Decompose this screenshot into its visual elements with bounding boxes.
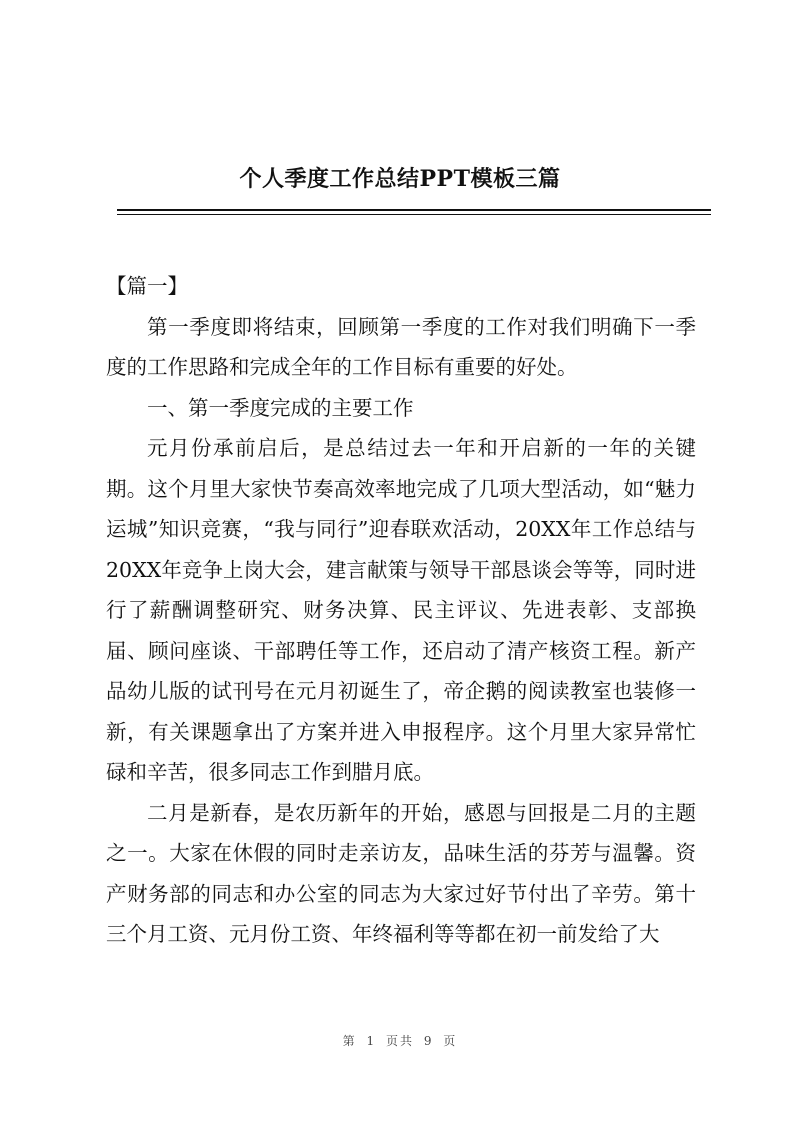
paragraph-february: 二月是新春，是农历新年的开始，感恩与回报是二月的主题之一。大家在休假的同时走亲访友，品味生活的芬芳与温馨。资产财务部的同志和办公室的同志为大家过好节付出了辛劳。第十三个月工资、元月份工资、年终福利等等都在初一前发给了大 <box>106 800 696 946</box>
footer-middle: 页共 <box>385 1034 414 1048</box>
document-title: 个人季度工作总结PPT模板三篇 <box>239 166 561 192</box>
paragraph-intro: 第一季度即将结束，回顾第一季度的工作对我们明确下一季度的工作思路和完成全年的工作目标有重要的好处。 <box>106 314 696 379</box>
paragraph-january: 元月份承前启后，是总结过去一年和开启新的一年的关键期。这个月里大家快节奏高效率地完成了几项大型活动，如“魅力运城”知识竞赛，“我与同行”迎春联欢活动，20XX年工作总结与20XX年竞争上岗大会，建言献策与领导干部恳谈会等等，同时进行了薪酬调整研究、财务决算、民主评议、先进表彰、支部换届、顾问座谈、干部聘任等工作，还启动了清产核资工程。新产品幼儿版的试刊号在元月初诞生了，帝企鹅的阅读教室也装修一新，有关课题拿出了方案并进入申报程序。这个月里大家异常忙碌和辛苦，很多同志工作到腊月底。 <box>106 436 696 784</box>
footer-suffix: 页 <box>443 1034 458 1048</box>
title-divider-thick <box>117 209 711 211</box>
footer-prefix: 第 <box>342 1034 357 1048</box>
page-footer <box>0 1032 800 1049</box>
footer-total-pages: 9 <box>423 1034 434 1048</box>
document-body <box>106 266 696 955</box>
section-label: 【篇一】 <box>106 274 188 298</box>
section-heading: 一、第一季度完成的主要工作 <box>147 395 414 420</box>
footer-page-number: 1 <box>366 1034 377 1048</box>
title-divider-thin <box>117 214 711 215</box>
